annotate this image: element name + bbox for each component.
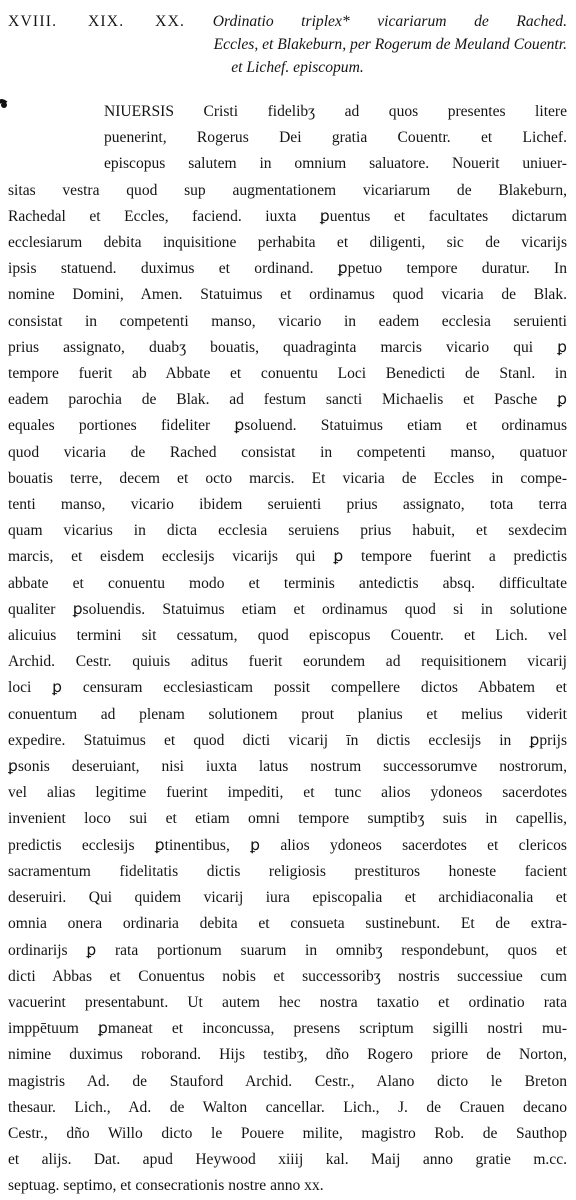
charter-text: [8, 99, 567, 1200]
text-line-41: et alijs. Dat. apud Heywood xiiij kal. Maij anno gratie m.cc.: [8, 1151, 567, 1169]
text-line-10: prius assignato, duabʒ bouatis, quadraginta marcis vicario qui ꝑ: [8, 338, 567, 356]
heading-title-part-1: Ordinatio triplex* vicariarum de Rached.: [212, 13, 568, 30]
opening-lines: [8, 99, 567, 178]
text-line-8: nomine Domini, Amen. Statuimus et ordinamus quod vicaria de Blak.: [8, 286, 567, 304]
text-line-11: tempore fuerit ab Abbate et conuentu Loci Benedicti de Stanl. in: [8, 365, 567, 383]
text-line-20: qualiter ꝑsoluendis. Statuimus etiam et ordinamus quod si in solutione: [8, 600, 567, 618]
text-line-38: magistris Ad. de Stauford Archid. Cestr., Alano dicto le Breton: [8, 1072, 567, 1090]
text-line-31: deseruiri. Qui quidem vicarij iura episcopalia et archidiaconalia et: [8, 889, 567, 907]
text-line-3: episcopus salutem in omnium saluatore. Nouerit uniuer-: [104, 155, 567, 173]
text-line-5: Rachedal et Eccles, faciend. iuxta ꝑuentus et facultates dictarum: [8, 207, 567, 225]
text-line-12: eadem parochia de Blak. ad festum sancti Michaelis et Pasche ꝑ: [8, 391, 567, 409]
text-line-34: dicti Abbas et Conuentus nobis et successoribʒ nostris successiue cum: [8, 967, 567, 985]
text-line-25: expedire. Statuimus et quod dicti vicarij īn dictis ecclesijs in ꝑprijs: [8, 731, 567, 749]
text-line-18: marcis, et eisdem ecclesijs vicarijs qui ꝑ tempore fuerint a predictis: [8, 548, 567, 566]
text-line-27: vel alias legitime fuerint impediti, et tunc alios ydoneos sacerdotes: [8, 784, 567, 802]
text-line-40: Cestr., dño Willo dicto le Pouere milite, magistro Rob. de Sauthop: [8, 1124, 567, 1142]
text-line-6: ecclesiarum debita inquisitione perhabita et diligenti, sic de vicarijs: [8, 234, 567, 252]
text-line-29: predictis ecclesijs ꝑtinentibus, ꝑ alios ydoneos sacerdotes et clericos: [8, 836, 567, 854]
text-line-37: nimine duximus roborand. Hijs testibʒ, dño Rogero priore de Norton,: [8, 1046, 567, 1064]
heading-line-1: [8, 10, 567, 33]
text-line-42: septuag. septimo, et consecrationis nostre anno xx.: [8, 1177, 324, 1195]
text-line-17: quam vicarius in dicta ecclesia seruiens prius habuit, et sexdecim: [8, 522, 567, 540]
text-line-4: sitas vestra quod sup augmentationem vicariarum de Blakeburn,: [8, 181, 567, 199]
charter-heading: [8, 10, 567, 79]
heading-line-2: Eccles, et Blakeburn, per Rogerum de Meuland Couentr.: [213, 36, 567, 53]
illuminated-initial-letter: [0, 93, 8, 179]
text-line-32: omnia onera ordinaria debita et consueta sustinebunt. Et de extra-: [8, 915, 567, 933]
heading-line-3: et Lichef. episcopum.: [231, 59, 364, 76]
text-line-23: loci ꝑ censuram ecclesiasticam possit compellere dictos Abbatem et: [8, 679, 567, 697]
text-line-21: alicuius termini sit cessatum, quod episcopus Couentr. et Lich. vel: [8, 627, 567, 645]
text-line-7: ipsis statuend. duximus et ordinand. ꝑpetuo tempore duratur. In: [8, 260, 567, 278]
charter-numbers: XVIII. XIX. XX.: [8, 13, 186, 30]
text-line-16: tenti manso, vicario ibidem seruienti prius assignato, tota terra: [8, 496, 567, 514]
text-line-14: quod vicaria de Rached consistat in competenti manso, quatuor: [8, 443, 567, 461]
text-line-15: bouatis terre, decem et octo marcis. Et vicaria de Eccles in compe-: [8, 469, 567, 487]
text-line-33: ordinarijs ꝑ rata portionum suarum in omnibʒ respondebunt, quos et: [8, 941, 567, 959]
text-line-39: thesaur. Lich., Ad. de Walton cancellar. Lich., J. de Crauen decano: [8, 1098, 567, 1116]
text-line-19: abbate et conuentu modo et terminis antedictis absq. difficultate: [8, 574, 567, 592]
text-line-22: Archid. Cestr. quiuis aditus fuerit eorundem ad requisitionem vicarij: [8, 653, 567, 671]
text-line-13: equales portiones fideliter ꝑsoluend. Statuimus etiam et ordinamus: [8, 417, 567, 435]
text-line-35: vacuerint presentabunt. Ut autem hec nostra taxatio et ordinatio rata: [8, 993, 567, 1011]
text-line-36: imppētuum ꝑmaneat et inconcussa, presens scriptum sigilli nostri mu-: [8, 1020, 567, 1038]
text-line-2: puenerint, Rogerus Dei gratia Couentr. et Lichef.: [104, 129, 567, 147]
text-line-1: NIUERSIS Cristi fidelibʒ ad quos presentes litere: [104, 103, 567, 120]
text-line-26: ꝑsonis deseruiant, nisi iuxta latus nostrum successorumve nostrorum,: [8, 758, 567, 776]
text-line-30: sacramentum fidelitatis dictis religiosis prestituros honeste facient: [8, 862, 567, 880]
text-line-9: consistat in competenti manso, vicario in eadem ecclesia seruienti: [8, 312, 567, 330]
text-line-24: conuentum ad plenam solutionem prout planius et melius viderit: [8, 705, 567, 723]
text-line-28: invenient loco sui et etiam omni tempore sumptibʒ suis in capellis,: [8, 810, 567, 828]
